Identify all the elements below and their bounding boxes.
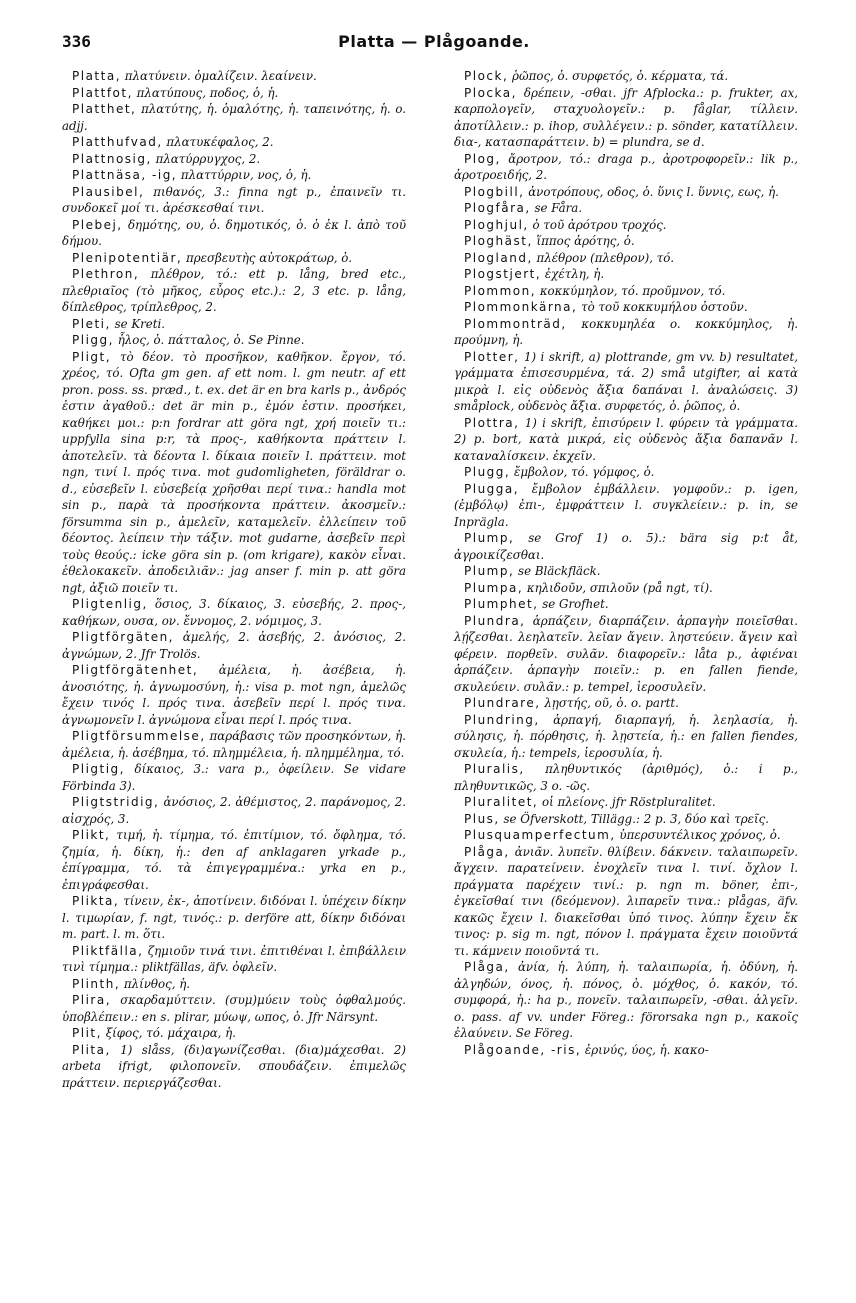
dictionary-entry <box>454 283 798 300</box>
entry-definition: πρεσβευτὴς αὐτοκράτωρ, ὁ. <box>185 250 353 265</box>
dictionary-entry <box>454 184 798 201</box>
dictionary-entry <box>62 728 406 761</box>
dictionary-entry <box>454 299 798 316</box>
entry-headword: Plikt, <box>72 828 111 842</box>
entry-headword: Plog, <box>464 151 501 166</box>
dictionary-entry <box>454 349 798 415</box>
entry-definition: ἐχέτλη, ἡ. <box>544 267 605 281</box>
entry-definition: πληθυντικός (ἀριθμός), ὁ.: i p., πληθυντικῶς, 3 o. -ῶς. <box>454 762 798 793</box>
entry-definition: πλατύνειν. ὁμαλίζειν. λεαίνειν. <box>124 69 317 83</box>
entry-headword: Plugga, <box>464 481 520 496</box>
entry-definition: δίκαιος, 3.: vara p., ὀφείλειν. Se vidare Förbinda 3). <box>62 762 407 793</box>
entry-headword: Pligg, <box>72 333 114 347</box>
entry-headword: Pluralitet, <box>464 795 539 809</box>
dictionary-entry <box>62 794 406 827</box>
entry-headword: Platta, <box>72 69 122 83</box>
dictionary-entry <box>454 712 798 762</box>
dictionary-entry <box>454 695 798 712</box>
entry-definition: se Öfverskott, Tillägg.: 2 p. 3, δύο καὶ τρεῖς. <box>503 811 769 826</box>
entry-headword: Plattfot, <box>72 85 133 100</box>
entry-definition: se Grofhet. <box>542 597 609 611</box>
entry-definition: δημότης, ου, ὁ. δημοτικός, ὁ. ὁ ἐκ l. ἀπὸ τοῦ δήμου. <box>62 217 407 248</box>
entry-headword: Plåga, <box>464 844 510 859</box>
entry-definition: ἀνοτρόπους, οδος, ὁ. ὕνις l. ὕννις, εως, ἡ. <box>528 184 779 199</box>
entry-definition: 1) i skrift, ἐπισύρειν l. φύρειν τὰ γράμματα. 2) p. bort, κατὰ μικρά, εἰς οὐδενὸς ἄξια δαπανᾶν l. καταναλίσκειν. ἐκχεῖν. <box>454 415 798 463</box>
entry-definition: ἧλος, ὁ. πάτταλος, ὁ. Se Pinne. <box>117 333 305 347</box>
entry-definition: ῥῶπος, ὁ. συρφετός, ὁ. κέρματα, τά. <box>512 69 729 83</box>
entry-headword: Plogbill, <box>464 184 525 199</box>
entry-headword: Pligtstridig, <box>72 795 160 809</box>
dictionary-entry <box>454 761 798 794</box>
dictionary-entry <box>454 959 798 1042</box>
entry-headword: Plus, <box>464 811 500 826</box>
dictionary-entry <box>454 250 798 267</box>
dictionary-entry <box>62 893 406 943</box>
entry-definition: τιμή, ἡ. τίμημα, τό. ἐπιτίμιον, τό. ὄφλημα, τό. ζημία, ἡ. δίκη, ἡ.: den af anklagaren yrkade p., ἐπίγραμμα, τό. τὰ ἐπιγεγραμμένα.: yrka en p., ἐπιγράφεσθαι. <box>62 828 407 892</box>
entry-definition: 1) i skrift, a) plottrande, gm vv. b) resultatet, γράμματα ἐπισεσυρμένα, τά. 2) små utgifter, αἱ κατὰ μικρὰ l. εἰς οὐδενὸς ἄξια δαπάναι l. ἀναλώσεις. 3) småplock, οὐδενὸς ἄξια. συρφετός, ὁ. ῥῶπος, ὁ. <box>454 349 798 413</box>
dictionary-entry <box>62 184 406 217</box>
entry-headword: Plogstjert, <box>464 267 542 281</box>
entry-definition: se Grof 1) o. 5).: bära sig p:t åt, ἀγροικίζεσθαι. <box>454 531 799 562</box>
entry-definition: ἀμελής, 2. ἀσεβής, 2. ἀνόσιος, 2. ἀγνώμων, 2. Jfr Trolös. <box>62 630 406 661</box>
entry-definition: ἀνιᾶν. λυπεῖν. θλίβειν. δάκνειν. ταλαιπωρεῖν. ἄγχειν. παρατείνειν. ἐνοχλεῖν τινα l. τινί. ὄχλον l. πράγματα παρέχειν τινί.: p. ngn m. böner, ἐπι-, ἐγκεῖσθαί τινι (δεόμενον). λιπαρεῖν τινα.: plågas, äfv. κακῶς ἔχειν l. διακεῖσθαι ὑπό τινος. λύπην ἔχειν ἔκ τινος: p. sig m. ngt, πόνον l. πράγματα ἔχειν ποιοῦντά τι. κάμνειν ποιοῦντά τι. <box>454 844 798 958</box>
left-column <box>62 68 406 1091</box>
dictionary-entry <box>62 101 406 134</box>
dictionary-entry <box>454 68 798 85</box>
page-number: 336 <box>62 32 91 51</box>
dictionary-entry <box>62 151 406 168</box>
dictionary-entry <box>62 976 406 993</box>
entry-definition: ἀνία, ἡ. λύπη, ἡ. ταλαιπωρία, ἡ. ὀδύνη, ἡ. ἀλγηδών, όνος, ἡ. πόνος, ὁ. μόχθος, ὁ. κακόν, τό. συμφορά, ἡ.: ha p., πονεῖν. ταλαιπωρεῖν, -σθαι. ἀλγεῖν. o. pass. af vv. under Föreg.: förorsaka ngn p., κακοῖς ἐλαύνειν. Se Föreg. <box>454 960 798 1040</box>
entry-definition: πλατύπους, ποδος, ὁ, ἡ. <box>136 85 279 100</box>
dictionary-entry <box>62 85 406 102</box>
dictionary-entry <box>62 68 406 85</box>
dictionary-entry <box>62 217 406 250</box>
entry-headword: Plock, <box>464 69 509 83</box>
entry-definition: ξίφος, τό. μάχαιρα, ἡ. <box>105 1026 237 1040</box>
page-header <box>62 32 806 56</box>
dictionary-entry <box>454 316 798 349</box>
entry-definition: ζημιοῦν τινά τινι. ἐπιτιθέναι l. ἐπιβάλλειν τινὶ τίμημα.: pliktfällas, äfv. ὀφλεῖν. <box>62 943 407 974</box>
dictionary-entry <box>62 167 406 184</box>
entry-headword: Plundra, <box>464 613 526 628</box>
dictionary-entry <box>62 1042 406 1092</box>
entry-definition: κοκκύμηλον, τό. προῦμνον, τό. <box>539 283 726 298</box>
entry-definition: κηλιδοῦν, σπιλοῦν (på ngt, τί). <box>526 580 713 595</box>
entry-definition: πιθανός, 3.: finna ngt p., ἐπαινεῖν τι. συνδοκεῖ μοί τι. ἀρέσκεσθαί τινι. <box>62 184 406 215</box>
entry-definition: παράβασις τῶν προσηκόντων, ἡ. ἀμέλεια, ἡ. ἀσέβημα, τό. πλημμέλεια, ἡ. πλημμέλημα, τό. <box>62 729 406 760</box>
entry-headword: Plommonkärna, <box>464 300 578 314</box>
dictionary-entry <box>454 580 798 597</box>
entry-definition: πλατύρρυγχος, 2. <box>155 151 261 166</box>
entry-headword: Plethron, <box>72 267 140 281</box>
entry-definition: πλατυκέφαλος, 2. <box>166 135 274 149</box>
entry-headword: Plotter, <box>464 349 520 364</box>
dictionary-entry <box>454 827 798 844</box>
running-head: Platta — Plågoande. <box>338 32 530 51</box>
entry-definition: ὅσιος, 3. δίκαιος, 3. εὐσεβής, 2. προς-, καθήκων, ουσα, ον. ἔννομος, 2. νόμιμος, 3. <box>62 597 406 628</box>
entry-definition: se Fåra. <box>534 201 583 215</box>
entry-definition: ὑπερσυντέλικος χρόνος, ὁ. <box>619 828 781 842</box>
dictionary-entry <box>454 811 798 828</box>
entry-definition: οἱ πλείονς. jfr Röstpluralitet. <box>542 795 716 809</box>
entry-definition: ἄροτρον, τό.: draga p., ἀροτροφορεῖν.: lik p., ἀροτροειδής, 2. <box>454 151 799 182</box>
dictionary-entry <box>454 415 798 465</box>
entry-definition: ἔμβολον, τό. γόμφος, ὁ. <box>513 465 655 479</box>
entry-definition: κοκκυμηλέα o. κοκκύμηλος, ἡ. προύμνη, ἡ. <box>454 316 799 347</box>
dictionary-entry <box>62 992 406 1025</box>
entry-headword: Plikta, <box>72 894 120 908</box>
entry-headword: Pligtenlig, <box>72 597 148 611</box>
dictionary-entry <box>454 151 798 184</box>
dictionary-entry <box>454 233 798 250</box>
entry-definition: λῃστής, οῦ, ὁ. o. partt. <box>544 696 679 710</box>
entry-headword: Pligtförsummelse, <box>72 729 206 743</box>
entry-headword: Plundring, <box>464 712 540 727</box>
dictionary-entry <box>454 217 798 234</box>
entry-headword: Platthet, <box>72 102 137 116</box>
entry-headword: Plita, <box>72 1042 111 1057</box>
entry-headword: Plottra, <box>464 415 520 430</box>
dictionary-entry <box>62 332 406 349</box>
entry-definition: τὸ τοῦ κοκκυμήλου ὀστοῦν. <box>581 300 748 314</box>
dictionary-entry <box>454 85 798 151</box>
dictionary-entry <box>62 266 406 316</box>
entry-definition: ἀμέλεια, ἡ. ἀσέβεια, ἡ. ἀνοσιότης, ἡ. ἀγνωμοσύνη, ἡ.: visa p. mot ngn, ἀμελῶς ἔχειν τινός l. πρός τινα. ἀσεβεῖν περί l. πρός τινα. ἀγνωμονεῖν l. ἀγνώμονα εἶναι περί l. πρός τινα. <box>62 663 407 727</box>
entry-headword: Plumpa, <box>464 580 524 595</box>
dictionary-entry <box>62 349 406 597</box>
entry-headword: Plommon, <box>464 283 537 298</box>
entry-definition: πλίνθος, ἡ. <box>123 976 191 991</box>
entry-headword: Plommonträd, <box>464 316 567 331</box>
entry-headword: Plugg, <box>464 465 511 479</box>
entry-definition: ἐρινύς, ύος, ἡ. κακο- <box>584 1042 709 1057</box>
dictionary-entry <box>454 266 798 283</box>
entry-headword: Plattnosig, <box>72 151 152 166</box>
entry-headword: Plattnäsa, -ig, <box>72 168 178 182</box>
entry-headword: Plausibel, <box>72 184 145 199</box>
entry-definition: 1) slåss, (δι)αγωνίζεσθαι. (δια)μάχεσθαι. 2) arbeta ifrigt, φιλοπονεῖν. σπουδάζειν. ἐπιμελῶς πράττειν. περιεργάζεσθαι. <box>62 1042 406 1090</box>
entry-headword: Plogland, <box>464 250 533 265</box>
entry-definition: ἀνόσιος, 2. ἀθέμιστος, 2. παράνομος, 2. αἰσχρός, 3. <box>62 795 406 826</box>
dictionary-entry <box>454 464 798 481</box>
entry-definition: se Bläckfläck. <box>518 564 601 578</box>
entry-headword: Ploghjul, <box>464 217 529 232</box>
dictionary-entry <box>62 827 406 893</box>
entry-headword: Plåga, <box>464 960 510 974</box>
dictionary-entry <box>62 761 406 794</box>
right-column <box>454 68 798 1058</box>
dictionary-entry <box>454 596 798 613</box>
dictionary-entry <box>62 1025 406 1042</box>
dictionary-entry <box>454 481 798 531</box>
dictionary-entry <box>454 794 798 811</box>
entry-headword: Pliktfälla, <box>72 943 144 958</box>
entry-definition: σκαρδαμύττειν. (συμ)μύειν τοὺς ὀφθαλμούς. ὑποβλέπειν.: en s. plirar, μύωψ, ωπος, ὁ. Jfr Närsynt. <box>62 993 407 1024</box>
entry-headword: Plågoande, -ris, <box>464 1042 582 1057</box>
entry-headword: Plumphet, <box>464 597 539 611</box>
entry-headword: Plenipotentiär, <box>72 250 183 265</box>
dictionary-entry <box>62 316 406 333</box>
entry-definition: ἵππος ἀρότης, ὁ. <box>536 234 635 248</box>
dictionary-entry <box>454 1042 798 1059</box>
entry-headword: Pleti, <box>72 316 111 331</box>
entry-definition: se Kreti. <box>114 316 166 331</box>
dictionary-entry <box>62 134 406 151</box>
entry-definition: τὸ δέον. τὸ προσῆκον, καθῆκον. ἔργον, τό. χρέος, τό. Ofta gm gen. af ett nom. l. gm neutr. af ett pron. poss. ss. præd., t. ex. det är en bra karls p., ἀνδρός ἐστιν ἀγαθοῦ.: det är min p., ἐμόν ἐστιν. προσήκει, καθήκει μοι.: p:n fordrar att göra ngt, χρή ποιεῖν τι.: uppfylla sina p:r, τὰ προς-, καθήκοντα πράττειν l. ἀποτελεῖν. τὰ δέοντα l. δίκαια ποιεῖν l. πράττειν. mot ngn, τινί l. πρός τινα. mot gudomligheten, föräldrar o. d., εὐσεβεῖν l. εὐσεβείᾳ χρῆσθαι περί τινα.: handla mot sin p., παρὰ τὰ προσήκοντα πράττειν. ἀκοσμεῖν.: försumma sin p., ἀμελεῖν, καταμελεῖν. ἐλλείπειν τοῦ δέοντος. λείπειν τὴν τάξιν. mot gudarne, ἀσεβεῖν περὶ τοὺς θεούς.: icke göra sin p. (om krigare), κακὸν εἶναι. ἐθελοκακεῖν. ἀποδειλιᾶν.: jag anser f. min p. att göra ngt, ἀξιῶ ποιεῖν τι. <box>62 349 406 595</box>
entry-headword: Ploghäst, <box>464 234 533 248</box>
entry-headword: Plump, <box>464 564 515 578</box>
entry-headword: Pligt, <box>72 349 112 364</box>
entry-definition: πλέθρον, τό.: ett p. lång, bred etc., πλεθριαῖος (τὸ μῆκος, εὖρος etc.).: 2, 3 etc. p. lång, δίπλεθρος, τρίπλεθρος, 2. <box>62 267 407 314</box>
entry-definition: ἔμβολον ἐμβάλλειν. γομφοῦν.: p. igen, (ἐμβόλῳ) ἐπι-, ἐμφράττειν l. συγκλείειν.: p. in, se Inprägla. <box>454 481 798 529</box>
entry-headword: Plocka, <box>464 85 517 100</box>
dictionary-entry <box>454 200 798 217</box>
dictionary-entry <box>454 530 798 563</box>
entry-headword: Plira, <box>72 993 112 1007</box>
entry-definition: ὁ τοῦ ἀρότρου τροχός. <box>532 217 667 232</box>
dictionary-entry <box>62 629 406 662</box>
dictionary-entry <box>62 662 406 728</box>
entry-headword: Plit, <box>72 1026 102 1040</box>
entry-headword: Pligtig, <box>72 762 125 776</box>
dictionary-entry <box>454 563 798 580</box>
dictionary-entry <box>62 943 406 976</box>
dictionary-entry <box>454 844 798 960</box>
entry-definition: πλατύτης, ἡ. ὁμαλότης, ἡ. ταπεινότης, ἡ. o. adjj. <box>62 102 406 133</box>
entry-headword: Plump, <box>464 531 515 545</box>
entry-headword: Plusquamperfectum, <box>464 828 616 842</box>
entry-definition: πλαττύρριν, νος, ὁ, ἡ. <box>180 168 312 182</box>
entry-headword: Pligtförgäten, <box>72 630 174 644</box>
entry-headword: Pligtförgätenhet, <box>72 663 199 677</box>
entry-definition: ἁρπάζειν, διαρπάζειν. ἁρπαγὴν ποιεῖσθαι. λῄζεσθαι. λεηλατεῖν. λεῖαν ἄγειν. ληστεύειν. ἄγειν καὶ φέρειν. πορθεῖν. συλᾶν. διαφορεῖν.: låta p., ἀφιέναι ἁρπάζειν. ἁρπαγὴν ποιεῖν.: p. en fallen fiende, σκυλεύειν. συλᾶν.: p. tempel, ἱεροσυλεῖν. <box>454 613 799 694</box>
entry-headword: Pluralis, <box>464 762 525 776</box>
entry-definition: ἁρπαγή, διαρπαγή, ἡ. λεηλασία, ἡ. σύλησις, ἡ. πόρθησις, ἡ. λῃστεία, ἡ.: en fallen fiendes, σκυλεία, ἡ.: tempels, ἱεροσυλία, ἡ. <box>454 712 798 760</box>
dictionary-entry <box>62 250 406 267</box>
entry-headword: Plundrare, <box>464 696 541 710</box>
entry-headword: Plebej, <box>72 217 123 232</box>
entry-definition: πλέθρον (πλεθρον), τό. <box>536 250 675 265</box>
entry-definition: τίνειν, ἐκ-, ἀποτίνειν. διδόναι l. ὑπέχειν δίκην l. τιμωρίαν, f. ngt, τινός.: p. derföre att, δίκην διδόναι m. part. l. m. ὅτι. <box>62 894 406 941</box>
dictionary-entry <box>62 596 406 629</box>
entry-headword: Platthufvad, <box>72 135 163 149</box>
dictionary-entry <box>454 613 798 696</box>
entry-headword: Plogfåra, <box>464 201 531 215</box>
entry-headword: Plinth, <box>72 976 121 991</box>
entry-definition: δρέπειν, -σθαι. jfr Afplocka.: p. frukter, ax, καρπολογεῖν, σταχυολογεῖν.: p. fåglar, τίλλειν. ἀποτίλλειν.: p. ihop, συλλέγειν.: p. sönder, κατατίλλειν. δια-, κατασπαράττειν. b) = plundra, se d. <box>454 85 798 149</box>
